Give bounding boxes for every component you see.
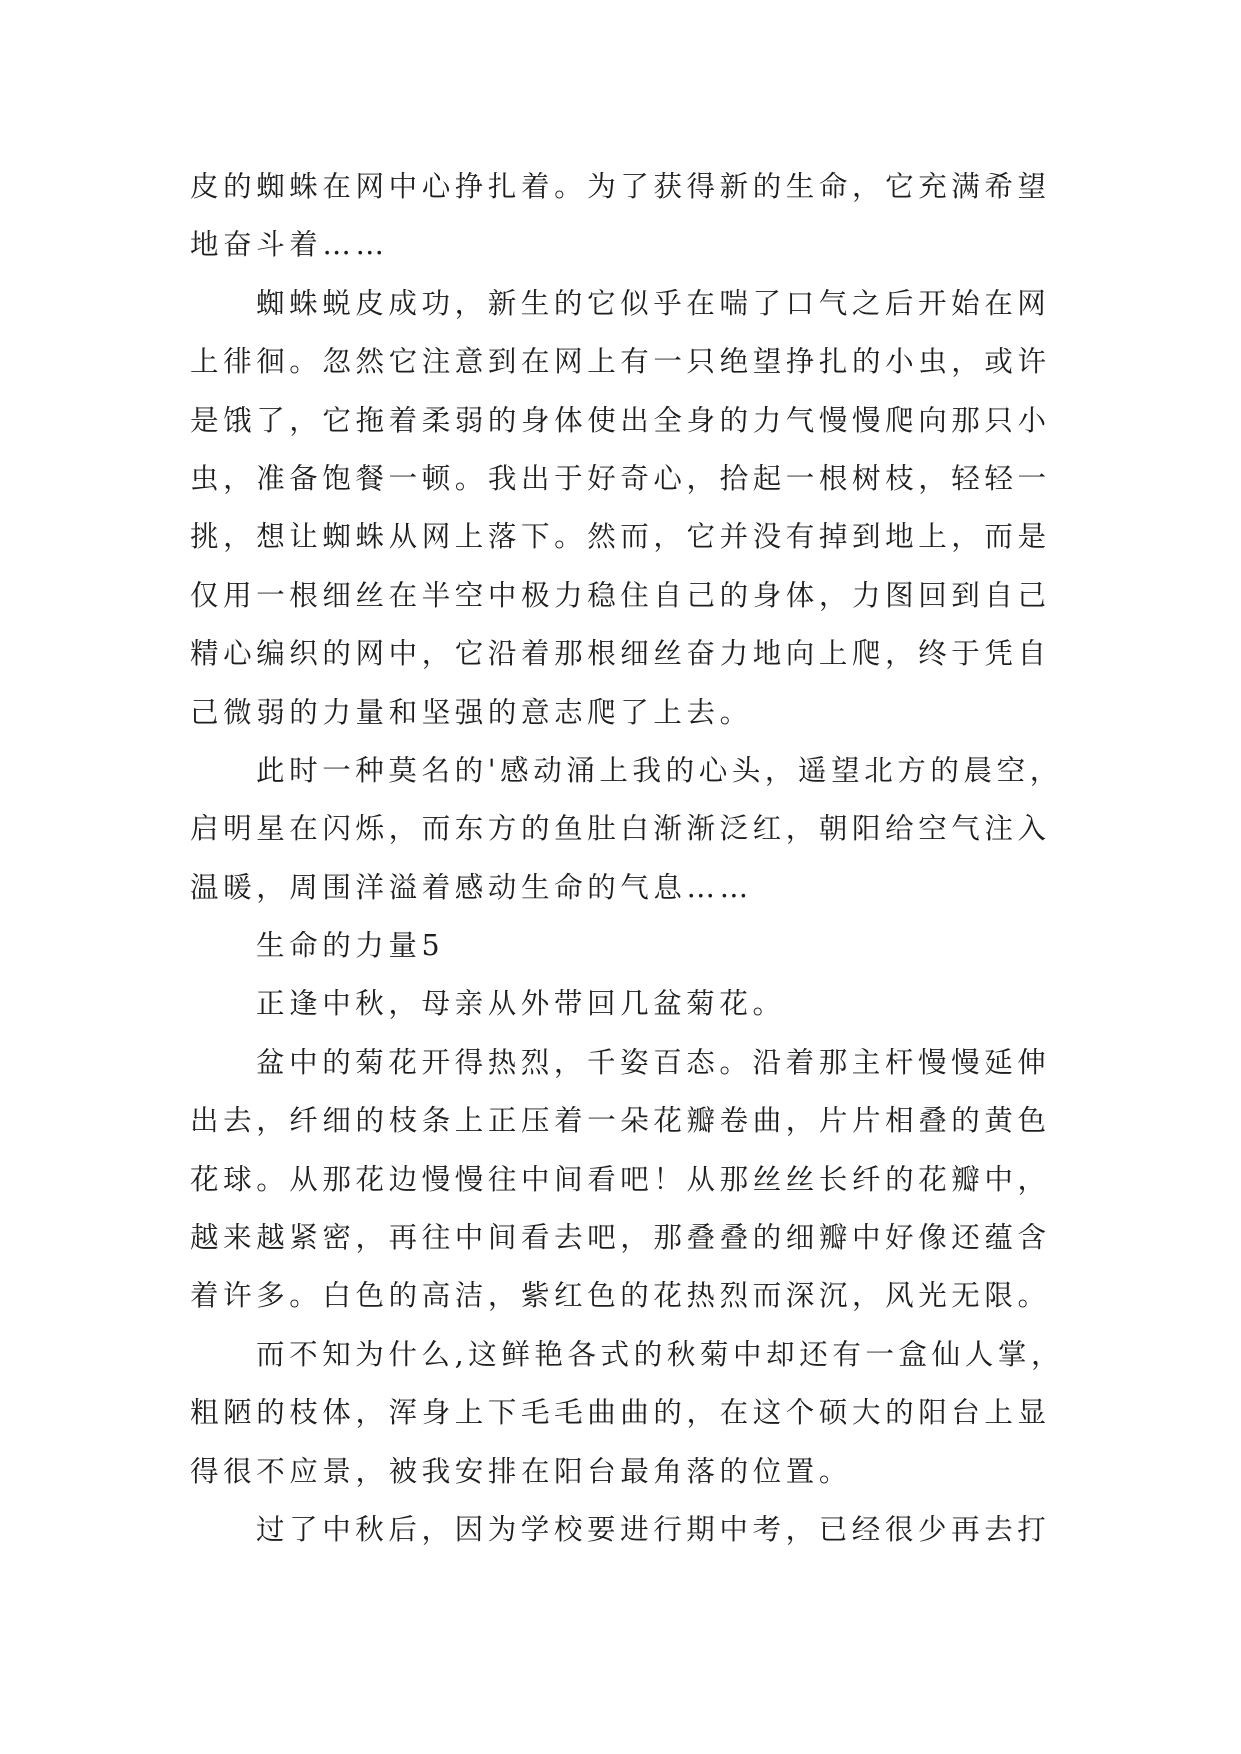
text-line: 而不知为什么,这鲜艳各式的秋菊中却还有一盒仙人掌，: [256, 1337, 1065, 1371]
text-line: 温暖，周围洋溢着感动生命的气息……: [190, 870, 753, 904]
text-line: 蜘蛛蜕皮成功，新生的它似乎在喘了口气之后开始在网: [256, 286, 1051, 320]
document-page: [190, 158, 1065, 1559]
text-line: 粗陋的枝体，浑身上下毛毛曲曲的，在这个硕大的阳台上显: [190, 1396, 1051, 1430]
text-line: 上徘徊。忽然它注意到在网上有一只绝望挣扎的小虫，或许: [190, 345, 1051, 379]
text-line: 启明星在闪烁，而东方的鱼肚白渐渐泛红，朝阳给空气注入: [190, 812, 1051, 846]
text-line: 是饿了，它拖着柔弱的身体使出全身的力气慢慢爬向那只小: [190, 403, 1051, 437]
text-line: 越来越紧密，再往中间看去吧，那叠叠的细瓣中好像还蕴含: [190, 1221, 1051, 1255]
text-line: 皮的蜘蛛在网中心挣扎着。为了获得新的生命，它充满希望: [190, 170, 1051, 203]
text-line: 己微弱的力量和坚强的意志爬了上去。: [190, 695, 753, 729]
text-line: 正逢中秋，母亲从外带回几盆菊花。: [256, 987, 786, 1021]
text-line: 精心编织的网中，它沿着那根细丝奋力地向上爬，终于凭自: [190, 637, 1051, 671]
text-line: 地奋斗着……: [190, 228, 389, 262]
section-heading: 生命的力量5: [256, 929, 445, 963]
text-line: 过了中秋后，因为学校要进行期中考，已经很少再去打: [256, 1512, 1051, 1546]
text-line: 花球。从那花边慢慢往中间看吧！从那丝丝长纤的花瓣中，: [190, 1162, 1051, 1196]
text-line: 挑，想让蜘蛛从网上落下。然而，它并没有掉到地上，而是: [190, 520, 1051, 554]
text-line: 着许多。白色的高洁，紫红色的花热烈而深沉，风光无限。: [190, 1279, 1051, 1313]
text-line: 盆中的菊花开得热烈，千姿百态。沿着那主杆慢慢延伸: [256, 1045, 1051, 1079]
text-line: 得很不应景，被我安排在阳台最角落的位置。: [190, 1454, 853, 1488]
text-line: 此时一种莫名的'感动涌上我的心头，遥望北方的晨空，: [256, 753, 1063, 787]
text-line: 出去，纤细的枝条上正压着一朵花瓣卷曲，片片相叠的黄色: [190, 1104, 1051, 1138]
text-line: 虫，准备饱餐一顿。我出于好奇心，拾起一根树枝，轻轻一: [190, 461, 1051, 495]
text-line: 仅用一根细丝在半空中极力稳住自己的身体，力图回到自己: [190, 578, 1051, 612]
